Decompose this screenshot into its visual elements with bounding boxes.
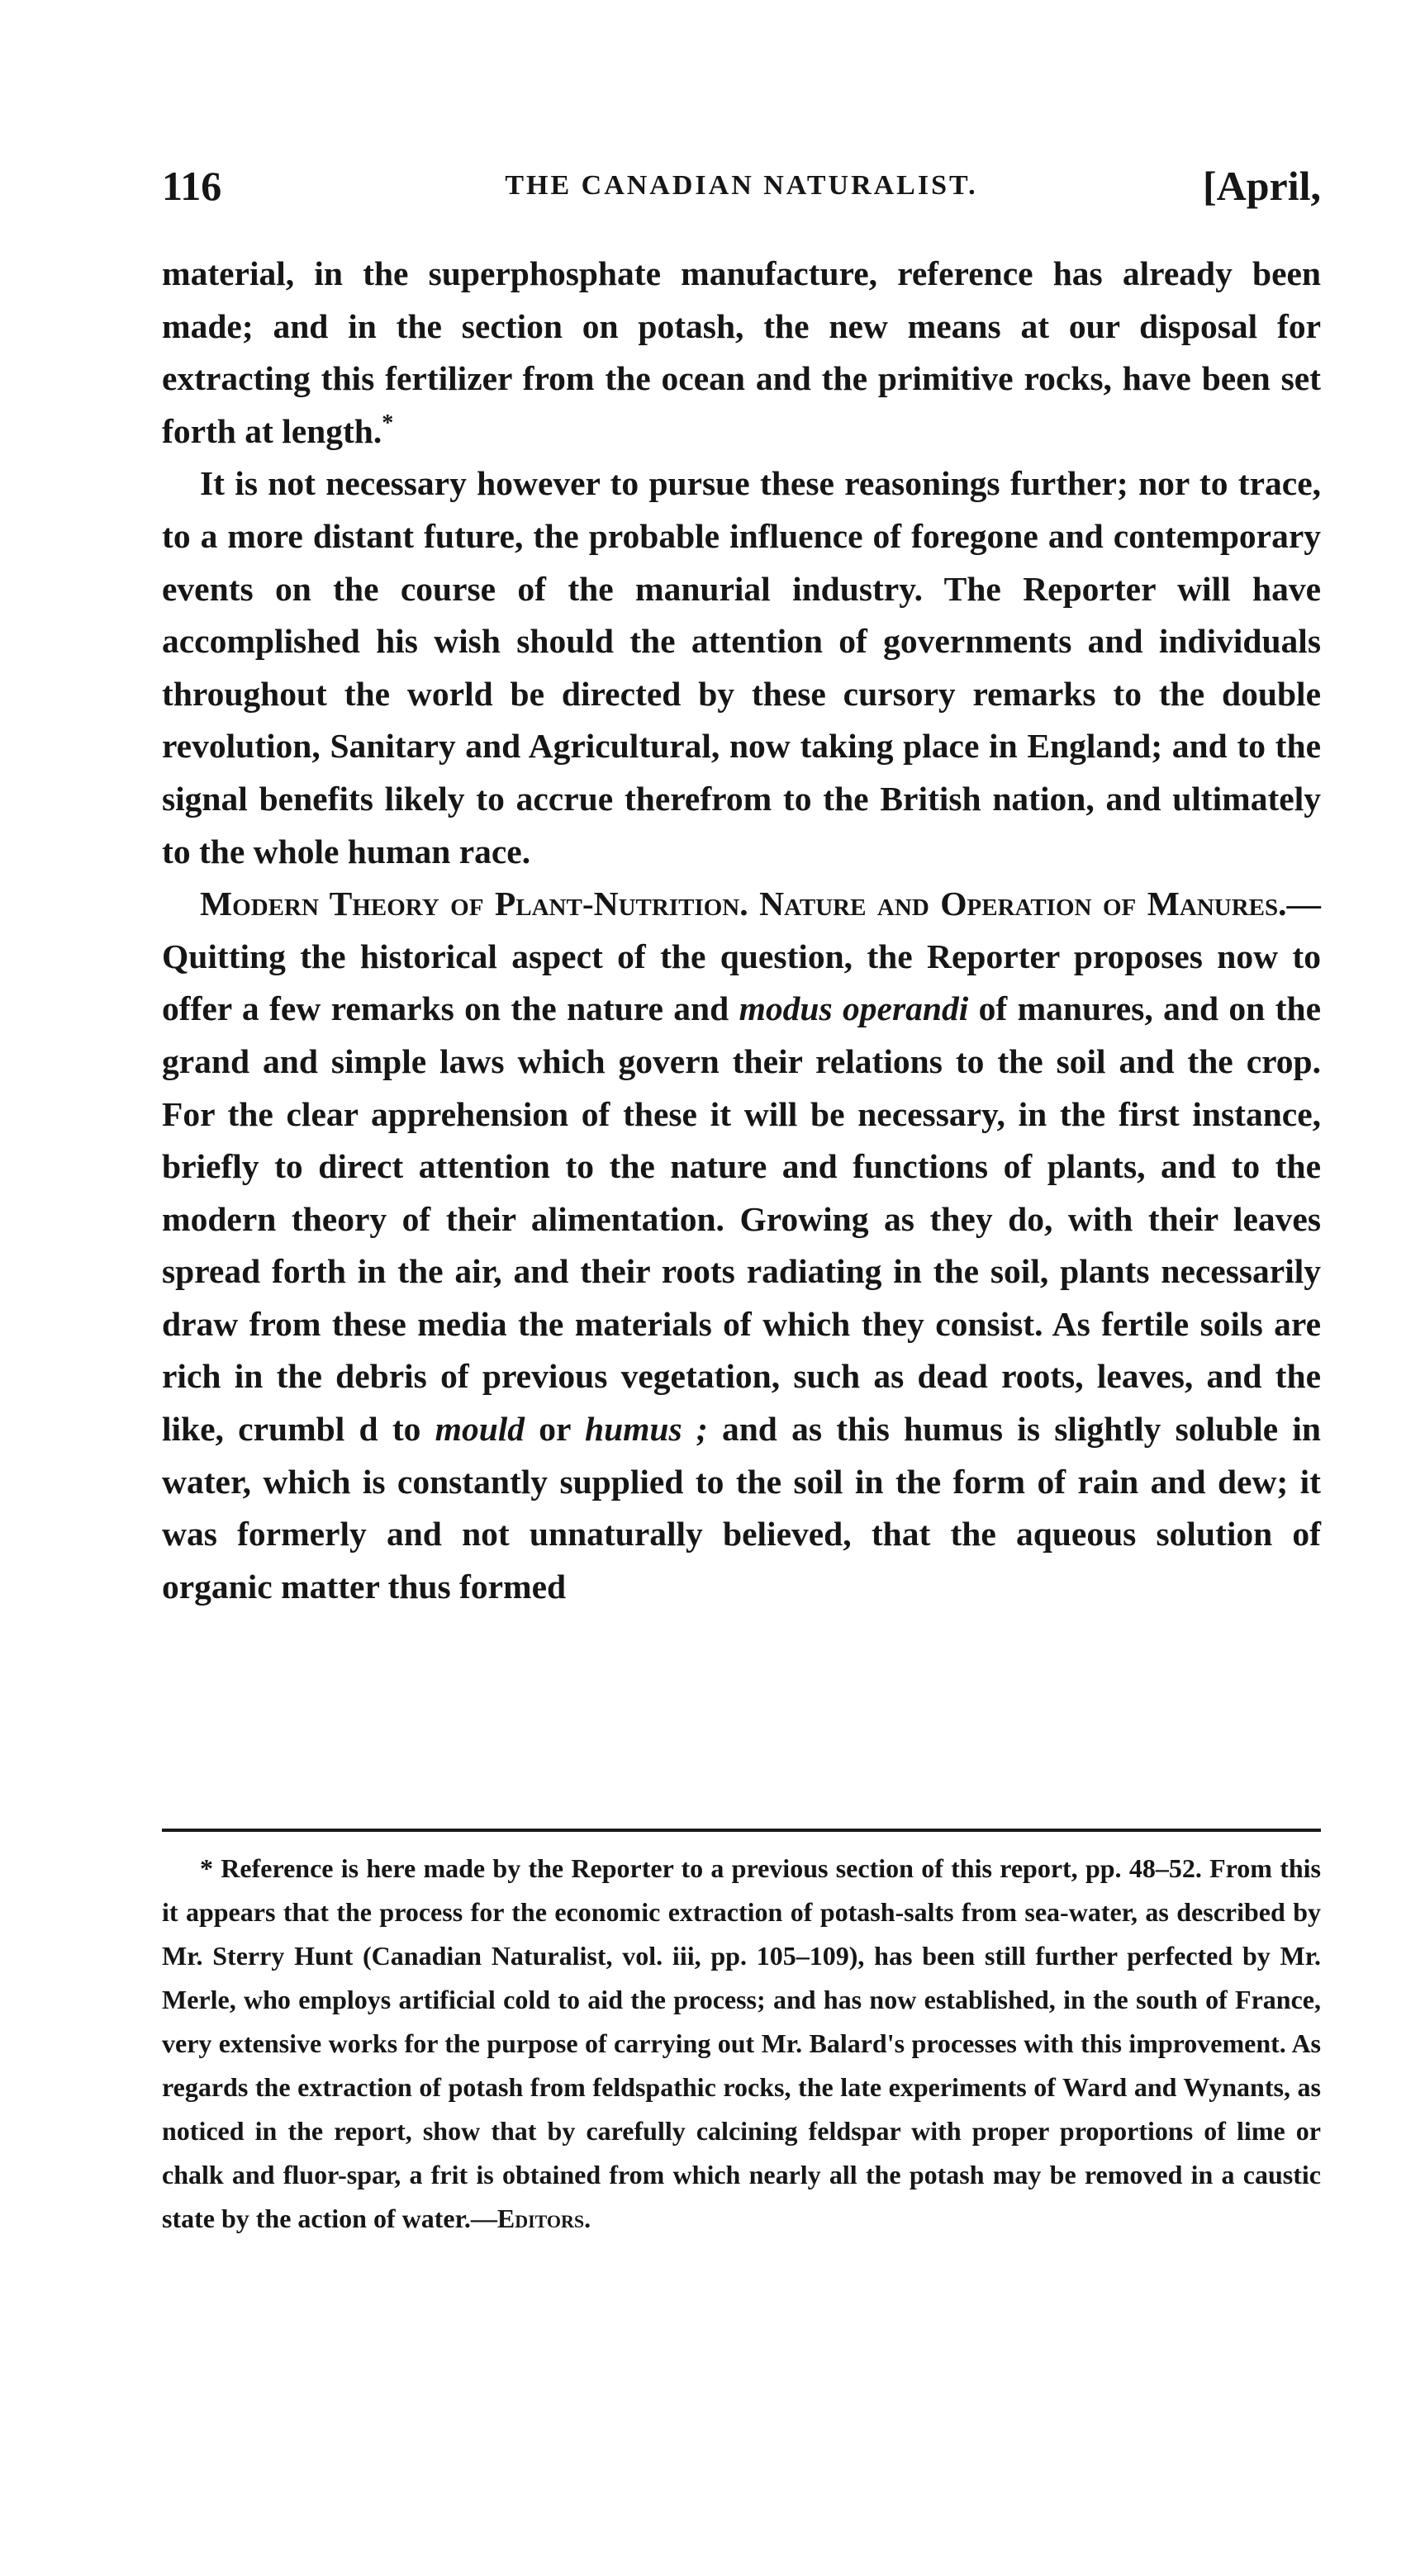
paragraph-3-text-b: of manures, and on the grand and simple laws which govern their relations to the soil and the crop. For the clear apprehension of these it will be necessary, in the first instance, briefly to direct attention to the nature and functions of plants, and to the modern theory of their alimentation. Growing as they do, with their leaves spread forth in the air, and their roots radiating in the soil, plants necessarily draw from these media the materials of which they consist. As fertile soils are rich in the debris of previous vegetation, such as dead roots, leaves, and the like, crumbl d to: [162, 989, 1321, 1449]
paragraph-1-text: material, in the superphosphate manufacture, reference has already been made; and in the section on potash, the new means at our disposal for extracting this fertilizer from the ocean and the primitive rocks, have been set forth at length.: [162, 254, 1321, 450]
paragraph-3-text-c: or: [525, 1410, 585, 1449]
paragraph-3-text-a: —Quitting the historical aspect of the question, the Reporter proposes now to offer a few remarks on the nature and: [162, 885, 1321, 1028]
footnote-signature: Editors.: [496, 2204, 591, 2233]
italic-modus-operandi: modus operandi: [739, 989, 969, 1028]
paragraph-3: [162, 878, 1321, 1613]
body-text: [162, 248, 1321, 1613]
footnote-divider: [162, 1829, 1321, 1832]
paragraph-3-text-d: and as this humus is slightly soluble in water, which is constantly supplied to the soil in the form of rain and dew; it was formerly and not unnaturally believed, that the aqueous solution of organic matter thus formed: [162, 1410, 1322, 1606]
running-header: [162, 162, 1321, 220]
paragraph-1: [162, 248, 1321, 458]
page-number: 116: [162, 163, 222, 209]
italic-mould: mould: [435, 1410, 525, 1449]
footnote-text: Reference is here made by the Reporter to a previous section of this report, pp. 48–52. From this it appears that the process for the economic extraction of potash-salts from sea-water, as described by Mr. Sterry Hunt (Canadian Naturalist, vol. iii, pp. 105–109), has been still further perfected by Mr. Merle, who employs artificial cold to aid the process; and has now established, in the south of France, very extensive works for the purpose of carrying out Mr. Balard's processes with this improvement. As regards the extraction of potash from feldspathic rocks, the late experiments of Ward and Wynants, as noticed in the report, show that by carefully calcining feldspar with proper proportions of lime or chalk and fluor-spar, a frit is obtained from which nearly all the potash may be removed in a caustic state by the action of water.—: [162, 1853, 1321, 2233]
paragraph-2: It is not necessary however to pursue these reasonings further; nor to trace, to a more distant future, the probable influence of foregone and contemporary events on the course of the manurial industry. The Reporter will have accomplished his wish should the attention of governments and individuals throughout the world be directed by these cursory remarks to the double revolution, Sanitary and Agricultural, now taking place in England; and to the signal benefits likely to accrue therefrom to the British nation, and ultimately to the whole human race.: [162, 464, 1321, 871]
section-heading: Modern Theory of Plant-Nutrition. Nature and Operation of Manures.: [200, 885, 1287, 923]
footnote-reference-mark: *: [382, 410, 394, 436]
running-title: THE CANADIAN NATURALIST.: [505, 170, 978, 201]
running-date: [April,: [1202, 163, 1321, 209]
footnote: [162, 1847, 1321, 2241]
footnote-mark: *: [200, 1853, 213, 1883]
italic-humus: humus ;: [584, 1410, 708, 1449]
